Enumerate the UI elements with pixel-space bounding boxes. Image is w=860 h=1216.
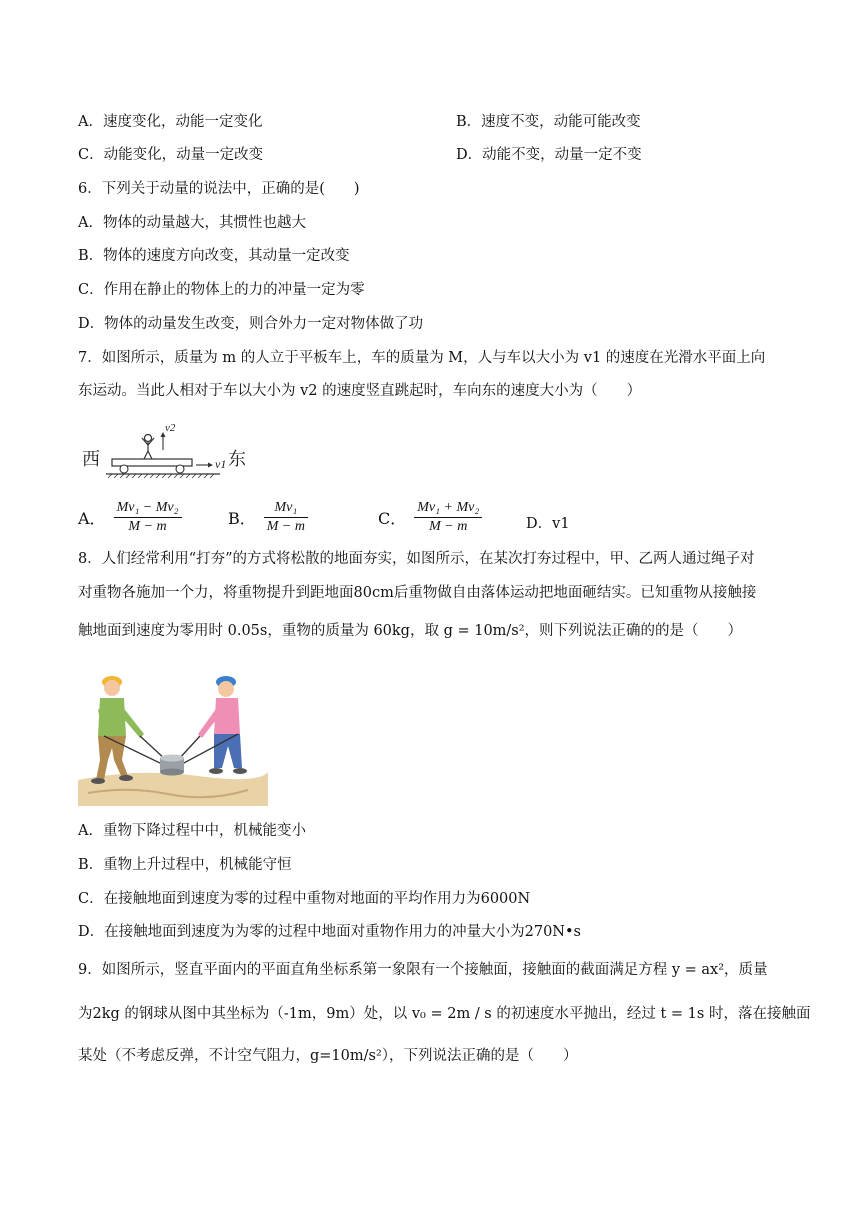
q9-stem-line-3: 某处（不考虑反弹，不计空气阻力，g=10m/s²），下列说法正确的是（ ）	[78, 1048, 578, 1064]
v2-label: v2	[165, 422, 176, 434]
q6-stem: 6．下列关于动量的说法中，正确的是( )	[78, 181, 360, 197]
ground-hatching	[108, 474, 214, 478]
q5-option-d: D．动能不变，动量一定不变	[456, 147, 642, 163]
q6-option-c: C．作用在静止的物体上的力的冲量一定为零	[78, 282, 365, 298]
q7-options	[78, 500, 798, 544]
q8-option-a: A．重物下降过程中中，机械能变小	[78, 823, 306, 839]
person-figure	[142, 435, 154, 460]
q7-option-b: B． $\frac{\text{Mv₁}}{M - m}$	[228, 500, 308, 535]
q8-option-c: C．在接触地面到速度为零的过程中重物对地面的平均作用力为6000N	[78, 891, 531, 907]
q5-options-row-1	[78, 112, 798, 132]
q8-stem-line-2: 对重物各施加一个力，将重物提升到距地面80cm后重物做自由落体运动把地面砸结实。已知重物从接触接	[78, 585, 757, 601]
q8-tamping-illustration	[78, 668, 268, 806]
q5-options-row-2	[78, 145, 798, 165]
cart-wheel-right	[176, 465, 184, 473]
q9-stem-line-1: 9．如图所示，竖直平面内的平面直角坐标系第一象限有一个接触面，接触面的截面满足方程 y = ax²，质量	[78, 962, 768, 978]
weight-block	[160, 755, 184, 776]
q7-option-b-fraction: $\frac{\text{Mv₁}}{M - m}$	[264, 500, 308, 535]
q7-stem-line-1: 7．如图所示，质量为 m 的人立于平板车上，车的质量为 M，人与车以大小为 v1 的速度在光滑水平面上向	[78, 350, 766, 366]
q7-option-a: A． $\frac{\text{Mv₁ − Mv₂}}{M - m}$	[78, 500, 182, 535]
q7-cart-figure	[78, 418, 258, 486]
q5-option-b: B．速度不变，动能可能改变	[456, 114, 641, 130]
q8-stem-line-1: 8．人们经常利用“打夯”的方式将松散的地面夯实，如图所示，在某次打夯过程中，甲、乙两人通过绳子对	[78, 551, 755, 567]
q6-option-a: A．物体的动量越大，其惯性也越大	[78, 215, 306, 231]
q9-stem-line-2: 为2kg 的钢球从图中其坐标为（-1m，9m）处，以 v₀ = 2m / s 的初速度水平抛出，经过 t = 1s 时，落在接触面	[78, 1006, 811, 1022]
fig-east-label: 东	[228, 449, 246, 470]
fig-west-label: 西	[82, 449, 100, 470]
q5-option-c: C．动能变化，动量一定改变	[78, 147, 264, 163]
v1-label: v1	[215, 457, 227, 471]
q8-option-b: B．重物上升过程中，机械能守恒	[78, 857, 292, 873]
q7-option-a-fraction: $\frac{\text{Mv₁ − Mv₂}}{M - m}$	[114, 500, 182, 535]
v1-arrowhead	[208, 463, 213, 468]
q7-option-c: C． $\frac{\text{Mv₁ + Mv₂}}{M - m}$	[378, 500, 482, 535]
cart-wheel-left	[120, 465, 128, 473]
q6-option-b: B．物体的速度方向改变，其动量一定改变	[78, 248, 350, 264]
q8-option-d: D．在接触地面到速度为为零的过程中地面对重物作用力的冲量大小为270N•s	[78, 924, 581, 940]
q6-option-d: D．物体的动量发生改变，则合外力一定对物体做了功	[78, 316, 424, 332]
q7-option-c-fraction: $\frac{\text{Mv₁ + Mv₂}}{M - m}$	[414, 500, 482, 535]
q7-option-d: D．v1	[526, 516, 570, 532]
q7-stem-line-2: 东运动。当此人相对于车以大小为 v2 的速度竖直跳起时，车向东的速度大小为（ ）	[78, 383, 642, 399]
q5-option-a: A．速度变化，动能一定变化	[78, 114, 263, 130]
q8-stem-line-3: 触地面到速度为零用时 0.05s，重物的质量为 60kg，取 g = 10m/s²，则下列说法正确的的是（ ）	[78, 623, 743, 639]
